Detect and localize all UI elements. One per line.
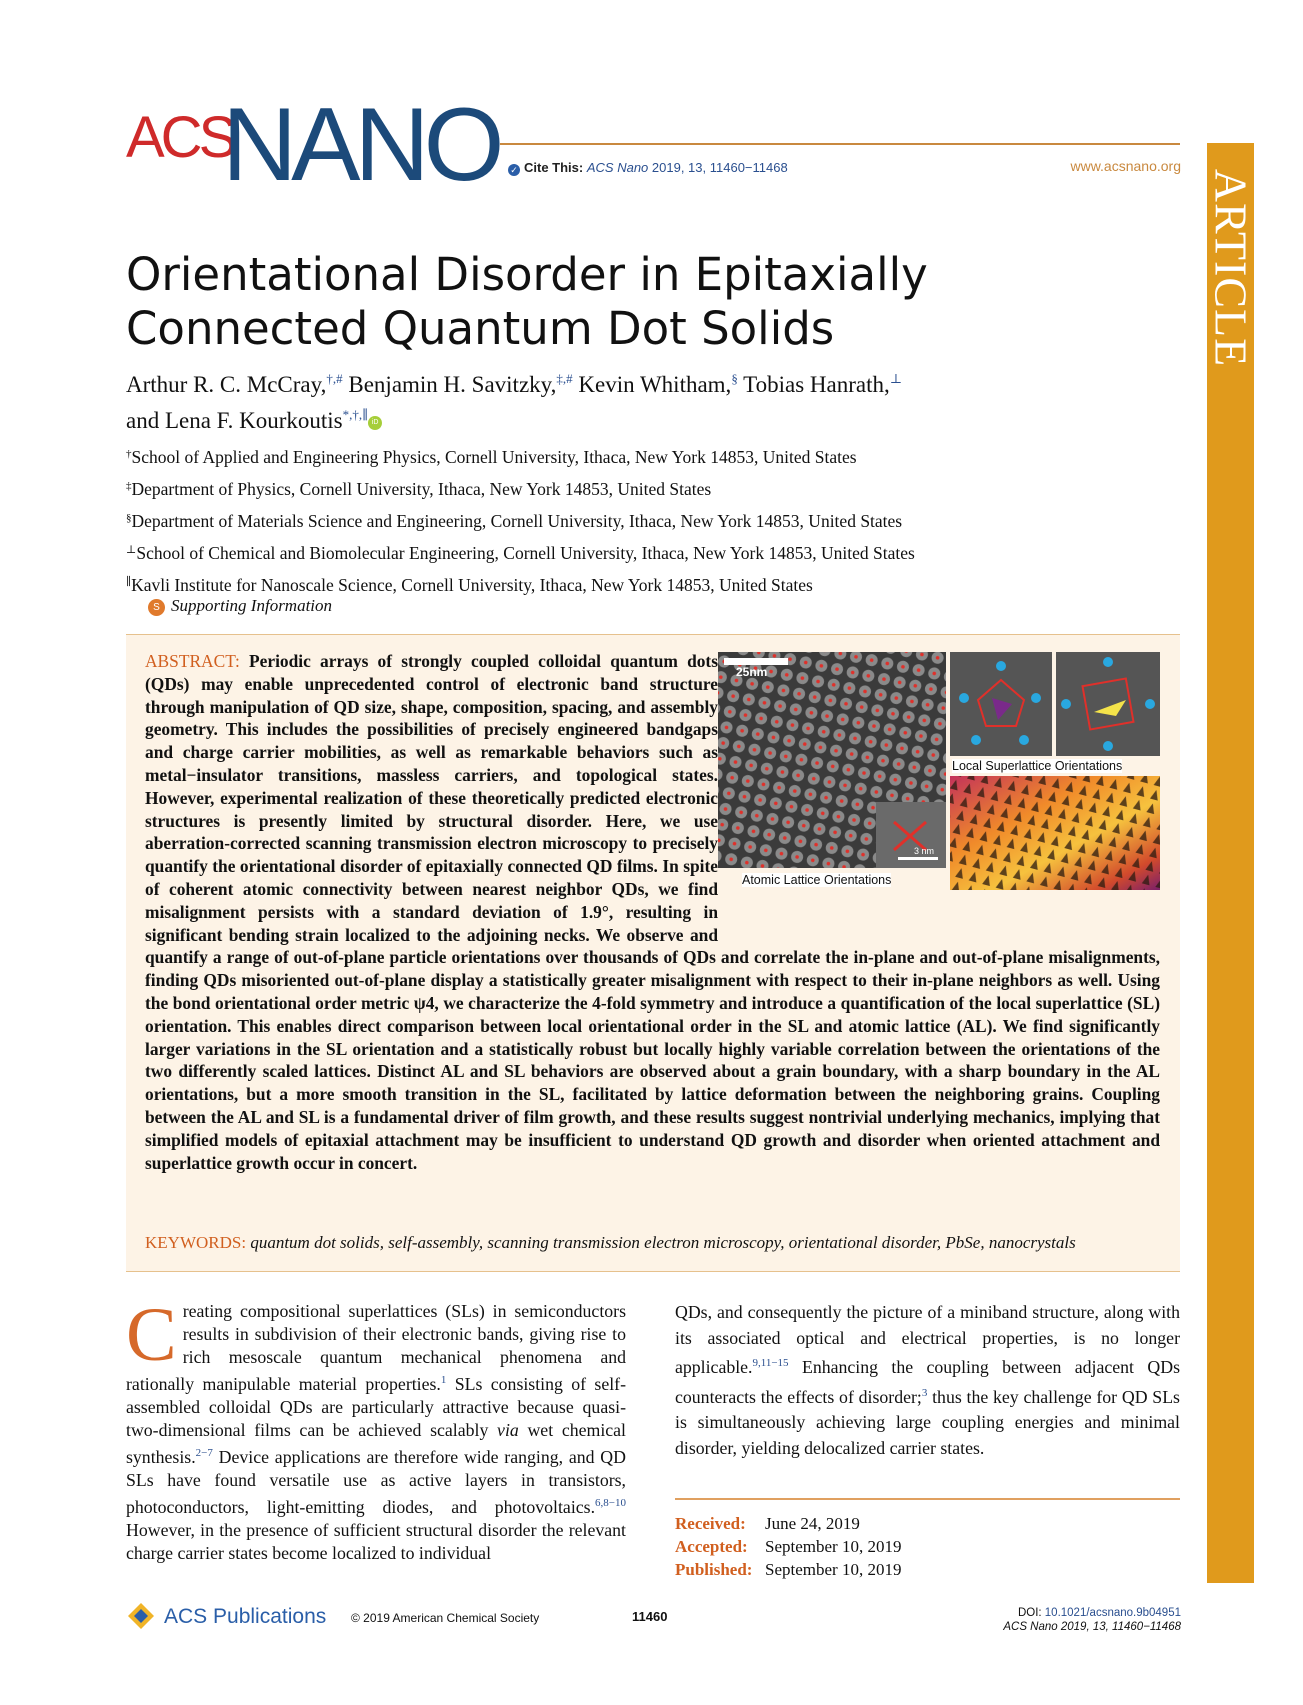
check-icon: ✓	[508, 164, 520, 176]
scale-bar-main-label: 25nm	[736, 665, 768, 679]
logo-nano: NANO	[222, 87, 499, 203]
intro-text-3: wet chemical synthesis.	[126, 1420, 626, 1467]
tile-in-plane-graphic	[950, 652, 1052, 756]
doi-line	[1003, 1606, 1181, 1620]
cite-label: Cite This:	[524, 160, 584, 175]
publisher-name: ACS Publications	[164, 1605, 327, 1628]
journal-logo	[126, 87, 506, 203]
affiliation-mark: §	[126, 512, 132, 524]
acs-publications-logo[interactable]	[126, 1601, 326, 1631]
affiliation-mark: ∥	[126, 576, 132, 588]
date-label: Published:	[675, 1560, 753, 1579]
affiliation-item	[126, 472, 1186, 504]
author-1[interactable]: Arthur R. C. McCray,	[126, 372, 327, 397]
date-row-published	[675, 1558, 901, 1581]
supporting-info-link[interactable]	[148, 596, 332, 616]
orientation-heatmap-graphic	[950, 776, 1160, 890]
ref-link[interactable]: 2−7	[195, 1447, 213, 1459]
author-2[interactable]: Benjamin H. Savitzky,	[348, 372, 557, 397]
affiliations	[126, 440, 1186, 600]
journal-website-link[interactable]: www.acsnano.org	[1070, 158, 1181, 174]
affiliation-item	[126, 504, 1186, 536]
intro-text-1: reating compositional superlattices (SLs) in semiconductors results in subdivision of their electronic bands, giving rise to rich mesoscale quantum mechanical phenomena and rationally manipulable material properties.	[126, 1301, 626, 1394]
affiliation-text: Kavli Institute for Nanoscale Science, Cornell University, Ithaca, New York 14853, United States	[131, 575, 813, 595]
author-1-marks: †,#	[326, 371, 343, 386]
tile-in-plane	[950, 652, 1052, 756]
affiliation-text: Department of Materials Science and Engineering, Cornell University, Ithaca, New York 14853, United States	[131, 511, 903, 531]
caption-atomic-lattice: Atomic Lattice Orientations	[742, 873, 892, 887]
scale-bar-inset-label: 3 nm	[914, 846, 935, 856]
date-value: June 24, 2019	[765, 1514, 860, 1533]
cite-this[interactable]	[508, 160, 788, 176]
right-text-2: Enhancing the coupling between adjacent QDs counteracts the effects of disorder;	[675, 1357, 1180, 1407]
author-4[interactable]: Tobias Hanrath,	[743, 372, 890, 397]
drop-cap: C	[126, 1293, 177, 1377]
author-5-marks: *,†,∥	[342, 407, 369, 422]
stem-image-graphic	[718, 652, 946, 868]
cite-journal: ACS Nano	[586, 160, 649, 175]
affiliation-text: School of Chemical and Biomolecular Engineering, Cornell University, Ithaca, New York 14853, United States	[136, 543, 915, 563]
right-text-3: thus the key challenge for QD SLs is simultaneously achieving large coupling energies and minimal disorder, yielding delocalized carrier states.	[675, 1386, 1180, 1458]
cite-details: 2019, 13, 11460−11468	[651, 160, 788, 175]
copyright: © 2019 American Chemical Society	[351, 1611, 540, 1625]
stem-image	[718, 652, 946, 868]
orientation-heatmap	[950, 776, 1160, 890]
affiliation-mark: ⊥	[126, 544, 137, 556]
article-title	[126, 248, 1186, 356]
supporting-info-icon: S	[148, 599, 165, 616]
article-side-label	[1207, 143, 1254, 393]
date-value: September 10, 2019	[765, 1560, 902, 1579]
orcid-icon[interactable]: iD	[368, 416, 382, 430]
ref-link[interactable]: 6,8−10	[595, 1497, 626, 1509]
author-3[interactable]: Kevin Whitham,	[578, 372, 732, 397]
article-side-text: ARTICLE	[1205, 168, 1256, 368]
author-4-marks: ⊥	[889, 371, 902, 386]
author-2-marks: ‡,#	[556, 371, 573, 386]
affiliation-item	[126, 440, 1186, 472]
date-label: Received:	[675, 1514, 746, 1533]
doi-link[interactable]: 10.1021/acsnano.9b04951	[1044, 1607, 1181, 1619]
date-value: September 10, 2019	[765, 1537, 902, 1556]
right-text-1: QDs, and consequently the picture of a miniband structure, along with its associated optical and electrical properties, is no longer applicable.	[675, 1302, 1180, 1377]
toc-figure	[718, 652, 1160, 890]
keywords-list: quantum dot solids, self-assembly, scanning transmission electron microscopy, orientational disorder, PbSe, nanocrystals	[250, 1233, 1076, 1252]
date-row-received	[675, 1512, 901, 1535]
title-line-2: Connected Quantum Dot Solids	[126, 302, 835, 355]
keywords-label: KEYWORDS:	[145, 1233, 247, 1252]
doi-block	[1003, 1606, 1181, 1634]
affiliation-mark: ‡	[126, 480, 132, 492]
intro-text-2: SLs consisting of self-assembled colloidal QDs are particularly attractive because quasi-two-dimensional films can be achieved scalably	[126, 1374, 626, 1440]
tile-out-of-plane	[1056, 652, 1160, 756]
keywords	[145, 1233, 1165, 1253]
tile-out-of-plane-graphic	[1056, 652, 1160, 756]
ref-link[interactable]: 3	[921, 1386, 928, 1399]
ref-link[interactable]: 1	[440, 1374, 447, 1386]
abstract-body: Periodic arrays of strongly coupled colloidal quantum dots (QDs) may enable unprecedented control of electronic band structure through manipulation of QD size, shape, composition, spacing, and assembly geometry. This includes the possibilities of precisely engineered bandgaps and charge carrier mobilities, as well as remarkable behaviors such as metal−insulator transitions, massless carriers, and topological states. However, experimental realization of these theoretically predicted electronic structures is presently limited by structural disorder. Here, we use aberration-corrected scanning transmission electron microscopy to precisely quantify the orientational disorder of epitaxially connected QD films. In spite of coherent atomic connectivity between nearest neighbor QDs, we find misalignment persists with a standard deviation of 1.9°, resulting in significant bending strain localized to the adjoining necks. We observe and quantify a range of out-of-plane particle orientations over thousands of QDs and correlate the in-plane and out-of-plane misalignments, finding QDs misoriented out-of-plane display a statistically greater misalignment with respect to their in-plane neighbors as well. Using the bond orientational order metric ψ4, we characterize the 4-fold symmetry and introduce a quantification of the local superlattice (SL) orientation. This enables direct comparison between local orientational order in the SL and atomic lattice (AL). We find significantly larger variations in the SL orientation and a statistically robust but locally highly variable correlation between the orientations of the two differently scaled lattices. Distinct AL and SL behaviors are observed about a grain boundary, with a sharp boundary in the AL orientations, but a more smooth transition in the SL, facilitated by lattice deformation between the neighboring grains. Coupling between the AL and SL is a fundamental driver of film growth, and these results suggest nontrivial underlying mechanics, implying that simplified models of epitaxial attachment may be insufficient to understand QD growth and disorder when oriented attachment and superlattice growth occur in concert.	[145, 651, 1160, 1173]
caption-local-superlattice: Local Superlattice Orientations	[952, 759, 1123, 773]
affiliation-text: Department of Physics, Cornell University, Ithaca, New York 14853, United States	[131, 479, 712, 499]
publication-dates	[675, 1512, 901, 1581]
intro-italic-via: via	[497, 1420, 519, 1440]
date-label: Accepted:	[675, 1537, 748, 1556]
author-list	[126, 364, 1186, 436]
affiliation-item	[126, 536, 1186, 568]
footer-citation: ACS Nano 2019, 13, 11460−11468	[1003, 1621, 1181, 1633]
author-3-marks: §	[731, 371, 738, 386]
date-row-accepted	[675, 1535, 901, 1558]
dates-rule	[675, 1498, 1180, 1500]
doi-label: DOI:	[1017, 1607, 1042, 1619]
supporting-info-label: Supporting Information	[171, 596, 333, 615]
author-5[interactable]: and Lena F. Kourkoutis	[126, 408, 343, 433]
ref-link[interactable]: 9,11−15	[752, 1357, 789, 1369]
affiliation-mark: †	[126, 448, 132, 460]
header-rule	[500, 143, 1180, 145]
abstract-label: ABSTRACT:	[145, 651, 240, 671]
intro-text-4: Device applications are therefore wide ranging, and QD SLs have found versatile use as active layers in transistors, photoconductors, light-emitting diodes, and photovoltaics.	[126, 1447, 626, 1517]
title-line-1: Orientational Disorder in Epitaxially	[126, 248, 928, 301]
body-left-column	[126, 1293, 626, 1565]
logo-acs: ACS	[126, 105, 234, 170]
affiliation-text: School of Applied and Engineering Physics, Cornell University, Ithaca, New York 14853, United States	[131, 447, 857, 467]
page-number: 11460	[632, 1609, 668, 1624]
body-right-column	[675, 1300, 1180, 1461]
acs-emblem-icon	[126, 1601, 156, 1631]
intro-text-5: However, in the presence of sufficient structural disorder the relevant charge carrier states become localized to individual	[126, 1520, 626, 1563]
